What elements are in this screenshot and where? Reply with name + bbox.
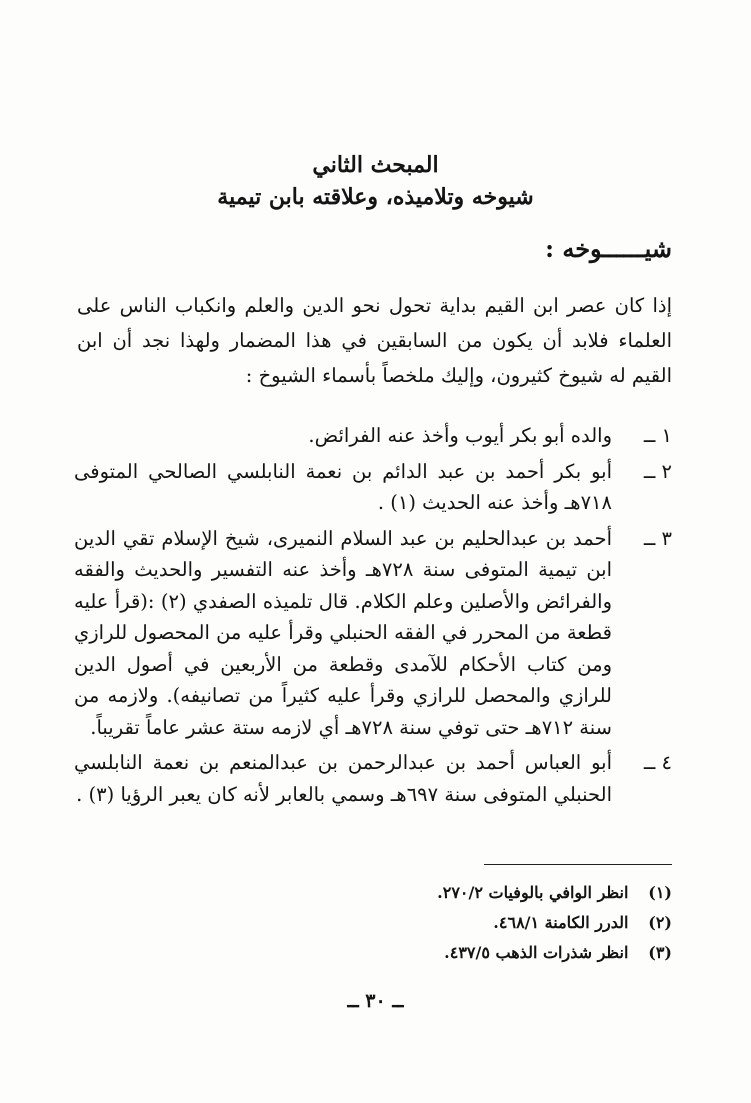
item-number: ٤ ــ bbox=[643, 751, 672, 774]
section-heading: شيــــــوخه : bbox=[545, 234, 672, 263]
intro-line-1: إذا كان عصر ابن القيم بداية تحول نحو الدين والعلم وانكباب الناس bbox=[119, 294, 672, 317]
chapter-title: المبحث الثاني bbox=[312, 152, 439, 178]
item-text: أبو العباس أحمد بن عبدالرحمن بن عبدالمنعم بن نعمة النابلسي الحنبلي المتوفى سنة ٦٩٧هـ وسمي بالعابر لأنه كان يعبر الرؤيا (٣) . bbox=[74, 751, 612, 806]
footnotes bbox=[112, 878, 672, 968]
item-number: ١ ــ bbox=[643, 424, 672, 447]
footnote-number: (١) bbox=[648, 883, 672, 902]
intro-line-3: القيم له شيوخ كثيرون، وإليك ملخصاً بأسماء الشيوخ : bbox=[245, 364, 672, 387]
footnote-number: (٢) bbox=[648, 913, 672, 932]
footnote bbox=[112, 878, 672, 908]
list-item bbox=[74, 456, 672, 519]
page-number: ــ ٣٠ ــ bbox=[347, 990, 404, 1012]
teachers-list bbox=[74, 420, 672, 814]
item-text: أبو بكر أحمد بن عبد الدائم بن نعمة النابلسي الصالحي المتوفى ٧١٨هـ وأخذ عنه الحديث (١) . bbox=[74, 459, 612, 514]
footnote-text: انظر شذرات الذهب ٤٣٧/٥. bbox=[444, 943, 629, 962]
item-number: ٢ ــ bbox=[643, 459, 672, 483]
footnote bbox=[112, 908, 672, 938]
item-number: ٣ ــ bbox=[643, 526, 672, 550]
footnote-text: الدرر الكامنة ٤٦٨/١. bbox=[493, 913, 629, 932]
item-text: أحمد بن عبدالحليم بن عبد السلام النميرى، شيخ الإسلام تقي الدين ابن تيمية المتوفى سنة ٧٢٨هـ وأخذ عنه التفسير والحديث والفقه والفرائض والأصلين وعلم الكلام. قال تلميذه الصفدي (٢) :(قرأ عليه قطعة من المحرر في الفقه الحنبلي وقرأ عليه من المحصول للرازي ومن كتاب الأحكام للآمدى وقطعة من الأربعين في أصول الدين للرازي والمحصل للرازي وقرأ عليه كثيراً من تصانيفه). ولازمه من سنة ٧١٢هـ حتى توفي سنة ٧٢٨هـ أي لازمه ستة عشر عاماً تقريباً. bbox=[74, 526, 613, 739]
list-item bbox=[74, 747, 672, 810]
intro-paragraph bbox=[77, 288, 672, 393]
footnote-text: انظر الوافي بالوفيات ٢٧٠/٢. bbox=[437, 883, 629, 902]
footnote-number: (٣) bbox=[648, 943, 672, 962]
list-item bbox=[74, 523, 672, 744]
footnote bbox=[112, 938, 672, 968]
footnote-divider bbox=[484, 864, 672, 865]
chapter-subtitle: شيوخه وتلاميذه، وعلاقته بابن تيمية bbox=[217, 184, 534, 210]
list-item bbox=[74, 420, 672, 452]
item-text: والده أبو بكر أيوب وأخذ عنه الفرائض. bbox=[308, 424, 612, 447]
intro-line-2: على العلماء فلابد أن يكون من السابقين في هذا المضمار ولهذا نجد أن ابن bbox=[77, 294, 672, 352]
